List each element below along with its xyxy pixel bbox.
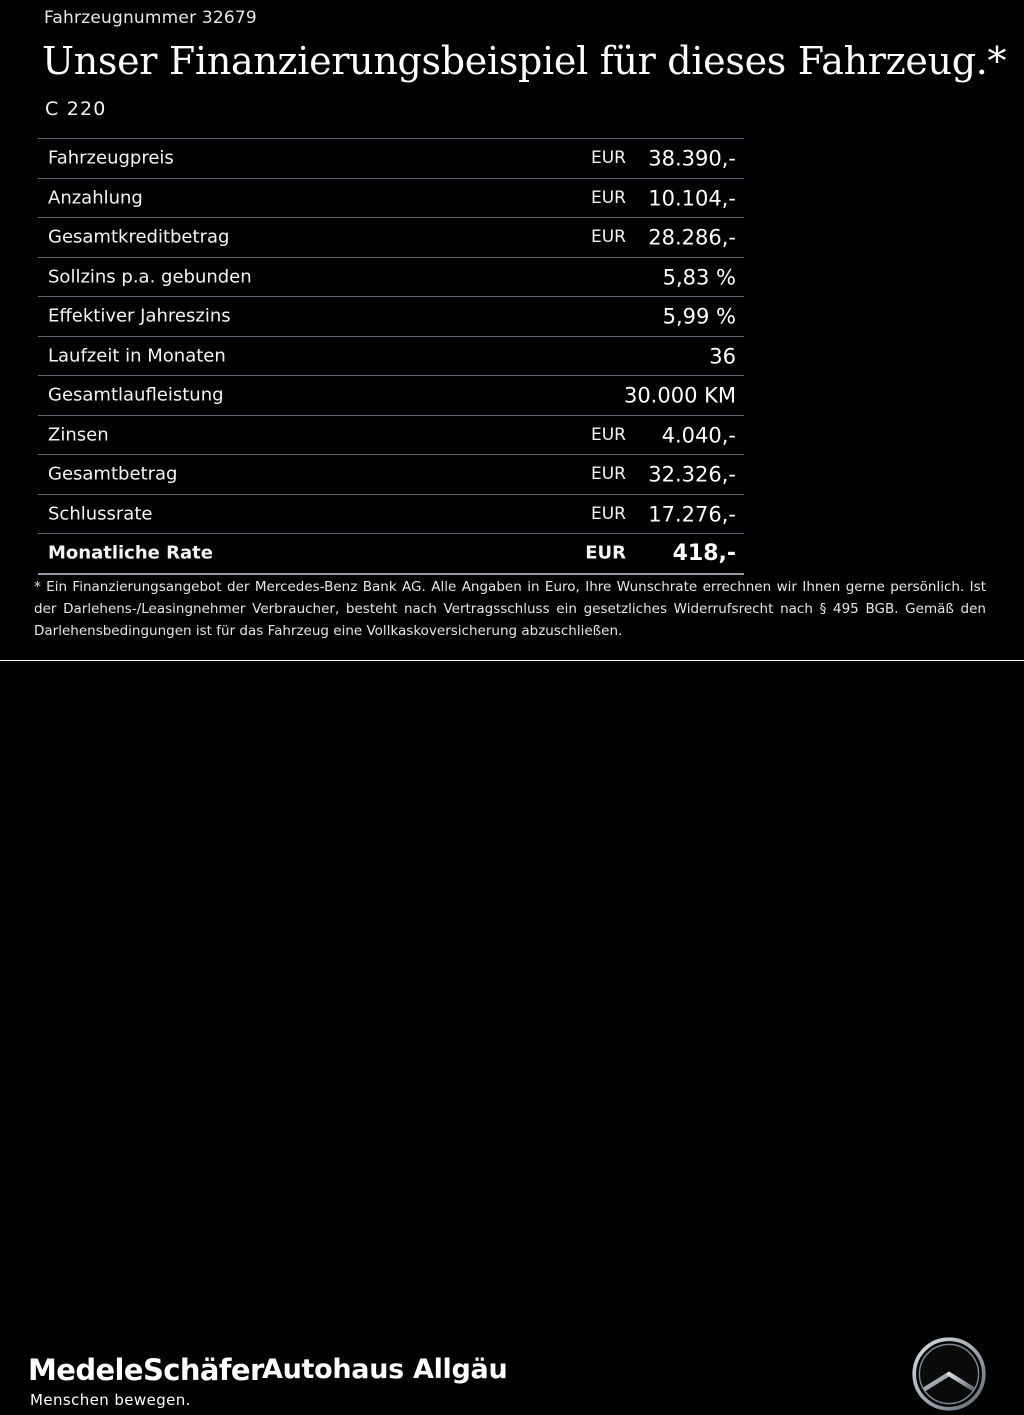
- table-row: [38, 138, 744, 179]
- table-row: [38, 337, 744, 377]
- row-value: 32.326,-: [648, 462, 736, 487]
- table-row: [38, 179, 744, 219]
- vehicle-number: Fahrzeugnummer 32679: [44, 8, 257, 28]
- row-value: 10.104,-: [648, 186, 736, 211]
- footnote: * Ein Finanzierungsangebot der Mercedes-Benz Bank AG. Alle Angaben in Euro, Ihre Wunschrate errechnen wir Ihnen gerne persönlich. Ist der Darlehens-/Leasingnehmer Verbraucher, besteht nach Vertragsschluss ein gesetzliches Widerrufsrecht nach § 495 BGB. Gemäß den Darlehensbedingungen ist für das Fahrzeug eine Vollkaskoversicherung abzuschließen.: [34, 579, 986, 639]
- row-currency: EUR: [591, 227, 626, 248]
- row-value: 17.276,-: [648, 502, 736, 527]
- row-currency: EUR: [591, 464, 626, 485]
- table-row: [38, 534, 744, 575]
- row-value: 5,83 %: [662, 265, 736, 290]
- row-value: 5,99 %: [662, 304, 736, 329]
- row-label: Anzahlung: [48, 187, 143, 209]
- row-value: 28.286,-: [648, 225, 736, 250]
- table-row: [38, 416, 744, 456]
- row-label: Laufzeit in Monaten: [48, 345, 226, 367]
- row-value: 36: [709, 344, 736, 369]
- row-label: Sollzins p.a. gebunden: [48, 266, 252, 288]
- dealer-logo-text: MedeleSchäfer: [28, 1353, 264, 1387]
- row-currency: EUR: [591, 187, 626, 208]
- row-label: Zinsen: [48, 424, 109, 446]
- finance-table: [38, 138, 744, 575]
- row-currency: EUR: [591, 503, 626, 524]
- row-label: Monatliche Rate: [48, 542, 213, 564]
- table-row: [38, 495, 744, 535]
- row-label: Effektiver Jahreszins: [48, 305, 231, 327]
- table-row: [38, 297, 744, 337]
- table-row: [38, 218, 744, 258]
- row-currency: EUR: [591, 424, 626, 445]
- mercedes-star-icon: [912, 1337, 986, 1411]
- table-row: [38, 376, 744, 416]
- row-label: Schlussrate: [48, 503, 153, 525]
- footer: [0, 661, 1024, 1409]
- row-value: 4.040,-: [661, 423, 736, 448]
- second-brand-logo-text: Autohaus Allgäu: [262, 1354, 508, 1385]
- dealer-claim: Menschen bewegen.: [30, 1391, 191, 1409]
- table-row: [38, 258, 744, 298]
- row-value: 38.390,-: [648, 146, 736, 171]
- vehicle-model: C 220: [45, 98, 107, 120]
- row-label: Gesamtlaufleistung: [48, 384, 224, 406]
- row-label: Gesamtkreditbetrag: [48, 226, 230, 248]
- row-value: 418,-: [672, 541, 736, 567]
- row-currency: EUR: [591, 148, 626, 169]
- page-title: Unser Finanzierungsbeispiel für dieses Fahrzeug.*: [42, 39, 1007, 83]
- table-row: [38, 455, 744, 495]
- row-label: Gesamtbetrag: [48, 463, 178, 485]
- row-currency: EUR: [585, 542, 626, 564]
- row-label: Fahrzeugpreis: [48, 147, 174, 169]
- row-value: 30.000 KM: [623, 383, 736, 408]
